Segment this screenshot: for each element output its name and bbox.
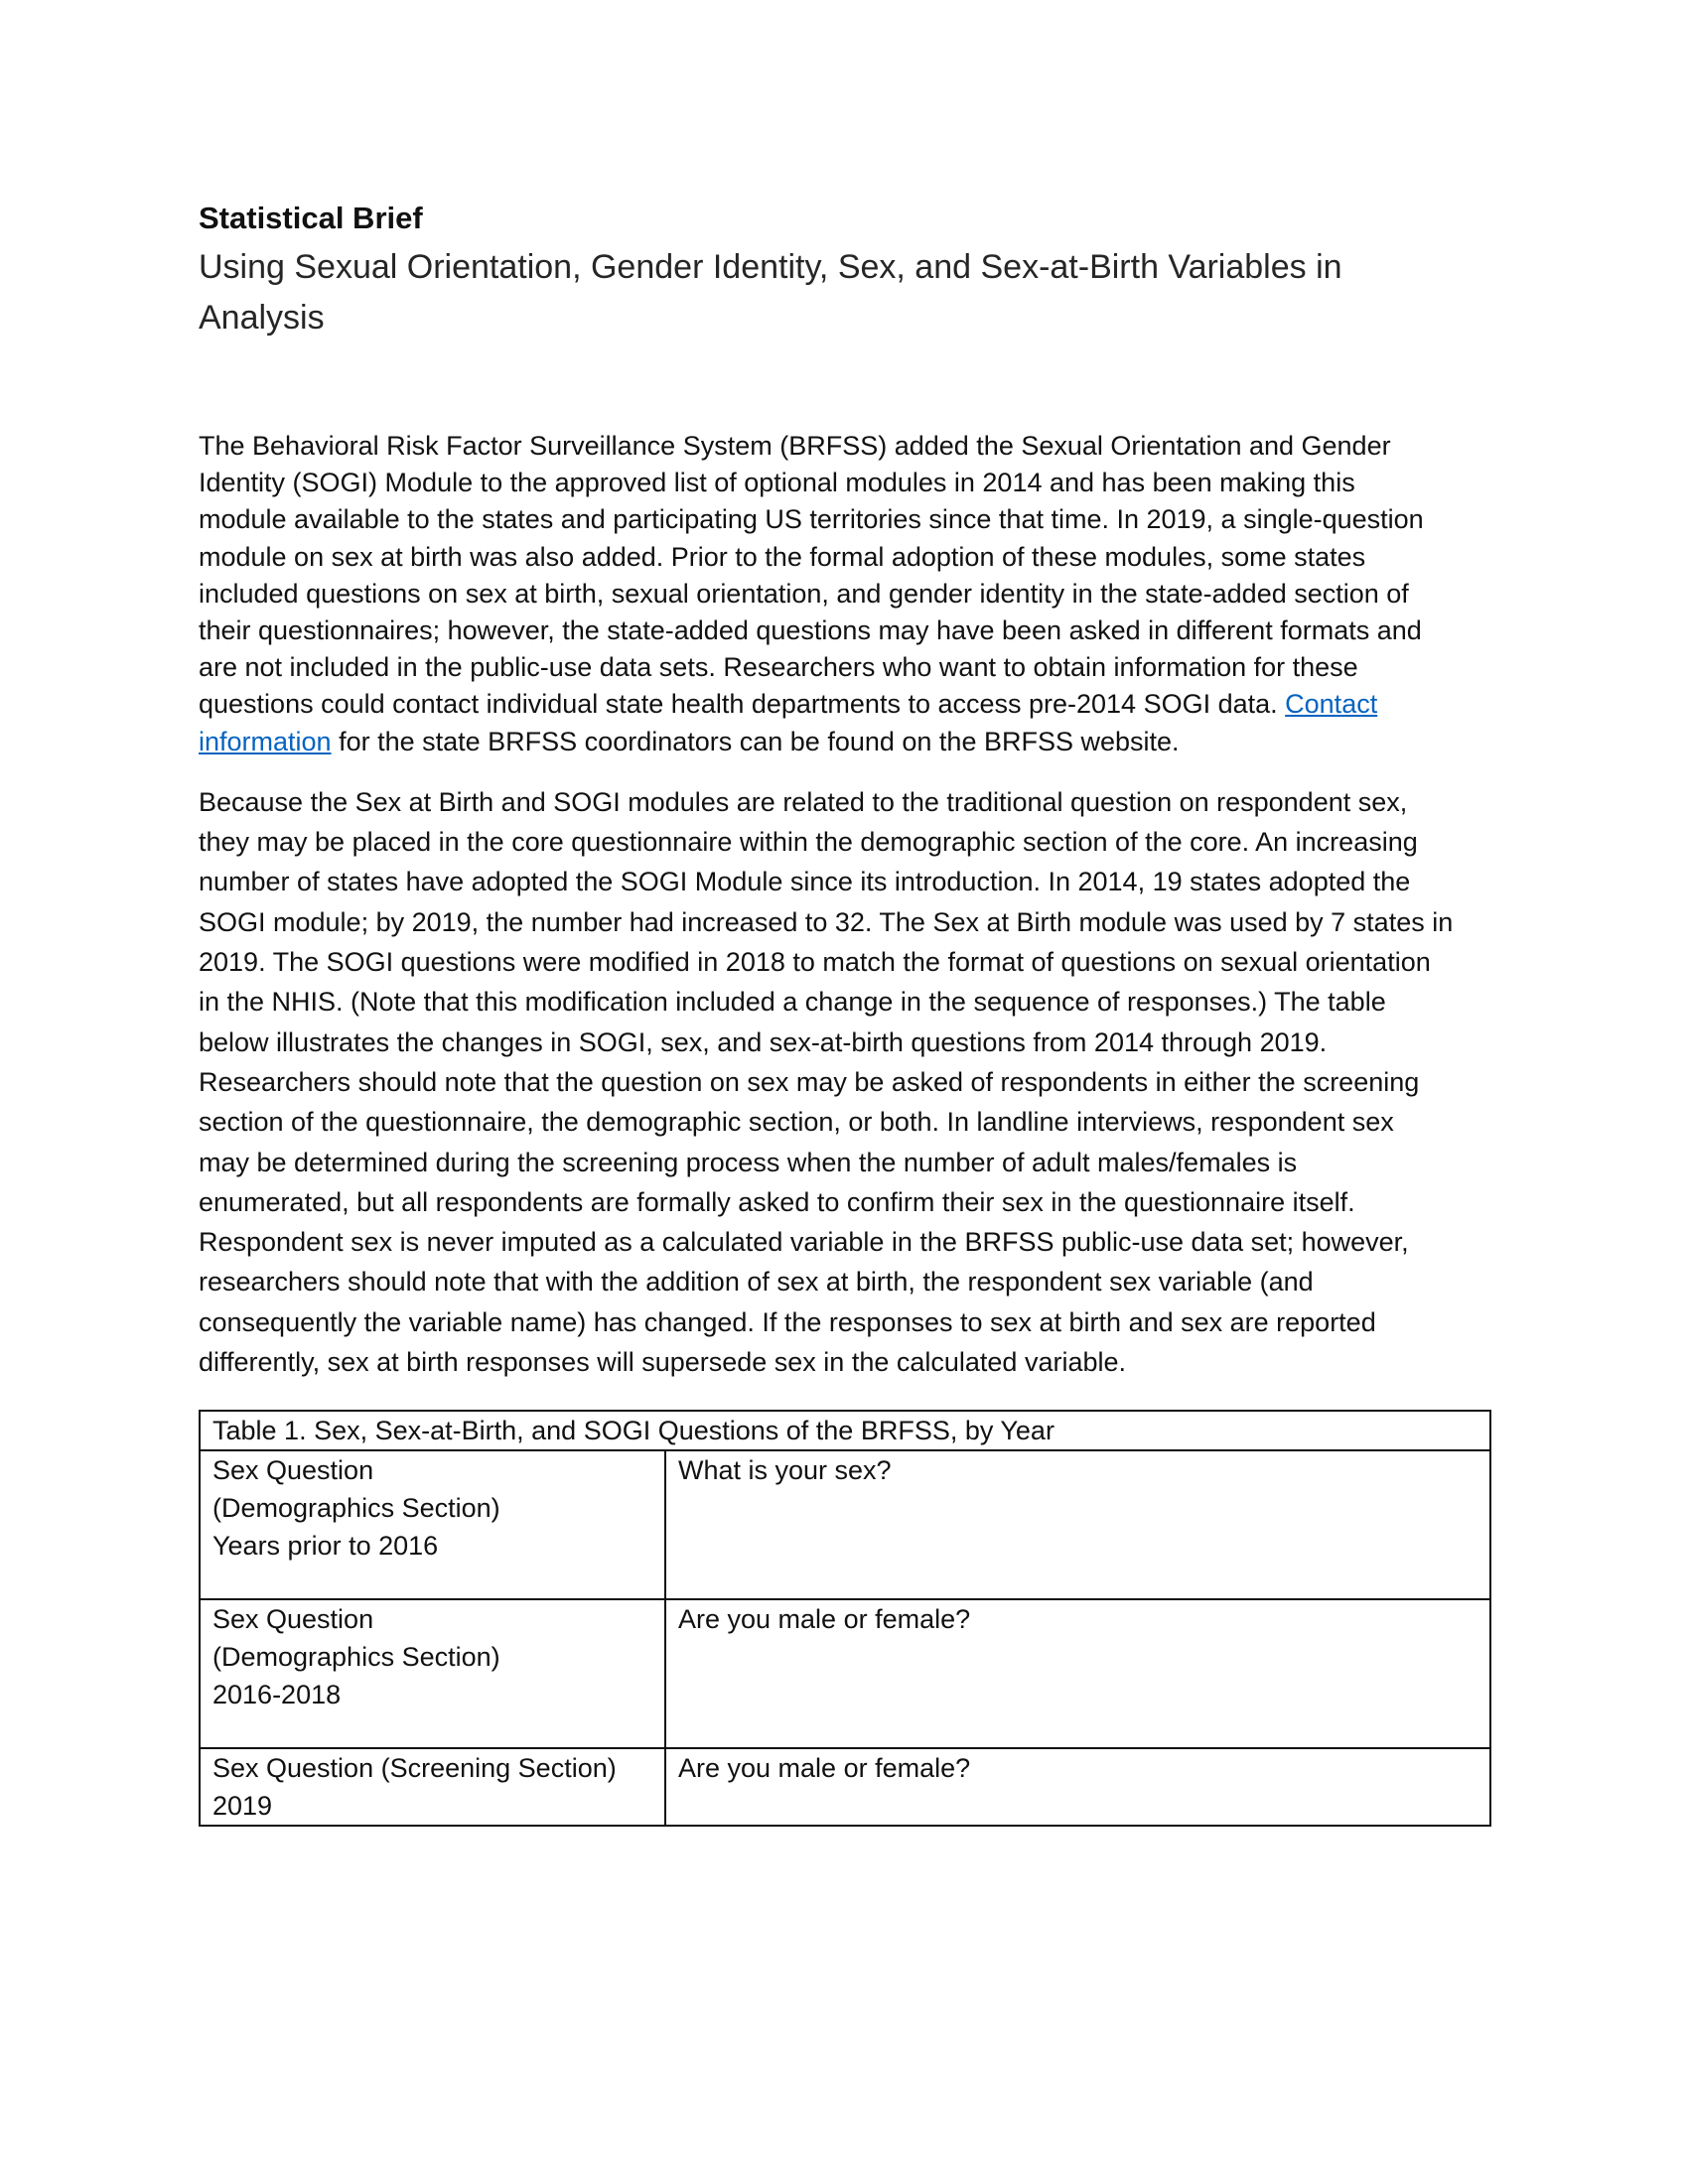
intro-line	[199, 724, 1489, 760]
row-question-cell: Are you male or female?	[665, 1748, 1490, 1826]
intro-line: module available to the states and participating US territories since that time. In 2019, a single-question	[199, 504, 1424, 535]
body-line: number of states have adopted the SOGI Module since its introduction. In 2014, 19 states adopted the	[199, 867, 1411, 897]
body-line: below illustrates the changes in SOGI, sex, and sex-at-birth questions from 2014 through 2019.	[199, 1026, 1328, 1057]
intro-line: their questionnaires; however, the state-added questions may have been asked in different formats and	[199, 615, 1422, 646]
body-line: SOGI module; by 2019, the number had increased to 32. The Sex at Birth module was used by 7 states in	[199, 906, 1454, 937]
table-caption-row	[200, 1411, 1490, 1450]
body-line: differently, sex at birth responses will supersede sex in the calculated variable.	[199, 1346, 1126, 1377]
document-page	[199, 199, 1489, 1382]
body-line: consequently the variable name) has changed. If the responses to sex at birth and sex are reported	[199, 1306, 1376, 1337]
row-label-line: Sex Question	[212, 1604, 374, 1634]
row-question-cell: Are you male or female?	[665, 1599, 1490, 1748]
body-line: researchers should note that with the addition of sex at birth, the respondent sex variable (and	[199, 1267, 1314, 1297]
contact-link-part2[interactable]: information	[199, 726, 332, 756]
intro-line: Identity (SOGI) Module to the approved list of optional modules in 2014 and has been making this	[199, 468, 1355, 498]
body-line: they may be placed in the core questionnaire within the demographic section of the core. An increasing	[199, 827, 1418, 858]
body-line: section of the questionnaire, the demographic section, or both. In landline interviews, respondent sex	[199, 1107, 1394, 1138]
body-paragraph	[199, 782, 1489, 1382]
page-subtitle: Using Sexual Orientation, Gender Identity, Sex, and Sex-at-Birth Variables in Analysis	[199, 248, 1342, 337]
intro-paragraph	[199, 428, 1489, 760]
page-heading: Statistical Brief	[199, 201, 423, 235]
sogi-questions-table	[199, 1410, 1491, 1827]
body-line: Respondent sex is never imputed as a calculated variable in the BRFSS public-use data set; however,	[199, 1227, 1409, 1258]
row-label-cell	[200, 1599, 665, 1748]
row-label-line: 2016-2018	[212, 1680, 342, 1709]
row-label-cell	[200, 1450, 665, 1599]
row-label-line: (Demographics Section)	[212, 1642, 500, 1672]
row-label-line: (Demographics Section)	[212, 1493, 500, 1523]
body-line: may be determined during the screening process when the number of adult males/females is	[199, 1147, 1298, 1177]
body-line: enumerated, but all respondents are formally asked to confirm their sex in the questionnaire itself.	[199, 1186, 1355, 1217]
intro-line: The Behavioral Risk Factor Surveillance System (BRFSS) added the Sexual Orientation and Gender	[199, 431, 1391, 461]
intro-line: included questions on sex at birth, sexual orientation, and gender identity in the state-added section of	[199, 578, 1409, 609]
row-label-line: 2019	[212, 1791, 273, 1821]
intro-line: module on sex at birth was also added. Prior to the formal adoption of these modules, some states	[199, 541, 1366, 572]
table-caption: Table 1. Sex, Sex-at-Birth, and SOGI Questions of the BRFSS, by Year	[200, 1411, 1490, 1450]
body-line: in the NHIS. (Note that this modification included a change in the sequence of responses.) The table	[199, 987, 1386, 1018]
intro-line-text: questions could contact individual state health departments to access pre-2014 SOGI data.	[199, 689, 1286, 720]
table-row	[200, 1599, 1490, 1748]
row-label-line: Sex Question	[212, 1455, 374, 1485]
row-label-cell	[200, 1748, 665, 1826]
row-label-line: Sex Question (Screening Section)	[212, 1753, 617, 1783]
row-label-line: Years prior to 2016	[212, 1531, 439, 1561]
intro-line: are not included in the public-use data sets. Researchers who want to obtain information for these	[199, 652, 1358, 683]
body-line: Because the Sex at Birth and SOGI modules are related to the traditional question on respondent sex,	[199, 786, 1408, 817]
body-line: 2019. The SOGI questions were modified in 2018 to match the format of questions on sexual orientation	[199, 947, 1431, 978]
contact-link-part1[interactable]: Contact	[1285, 689, 1378, 720]
body-line: Researchers should note that the question on sex may be asked of respondents in either the screening	[199, 1066, 1420, 1097]
table-row	[200, 1450, 1490, 1599]
row-question-cell: What is your sex?	[665, 1450, 1490, 1599]
intro-after-link: for the state BRFSS coordinators can be found on the BRFSS website.	[331, 726, 1180, 756]
table-row	[200, 1748, 1490, 1826]
intro-line	[199, 686, 1489, 723]
